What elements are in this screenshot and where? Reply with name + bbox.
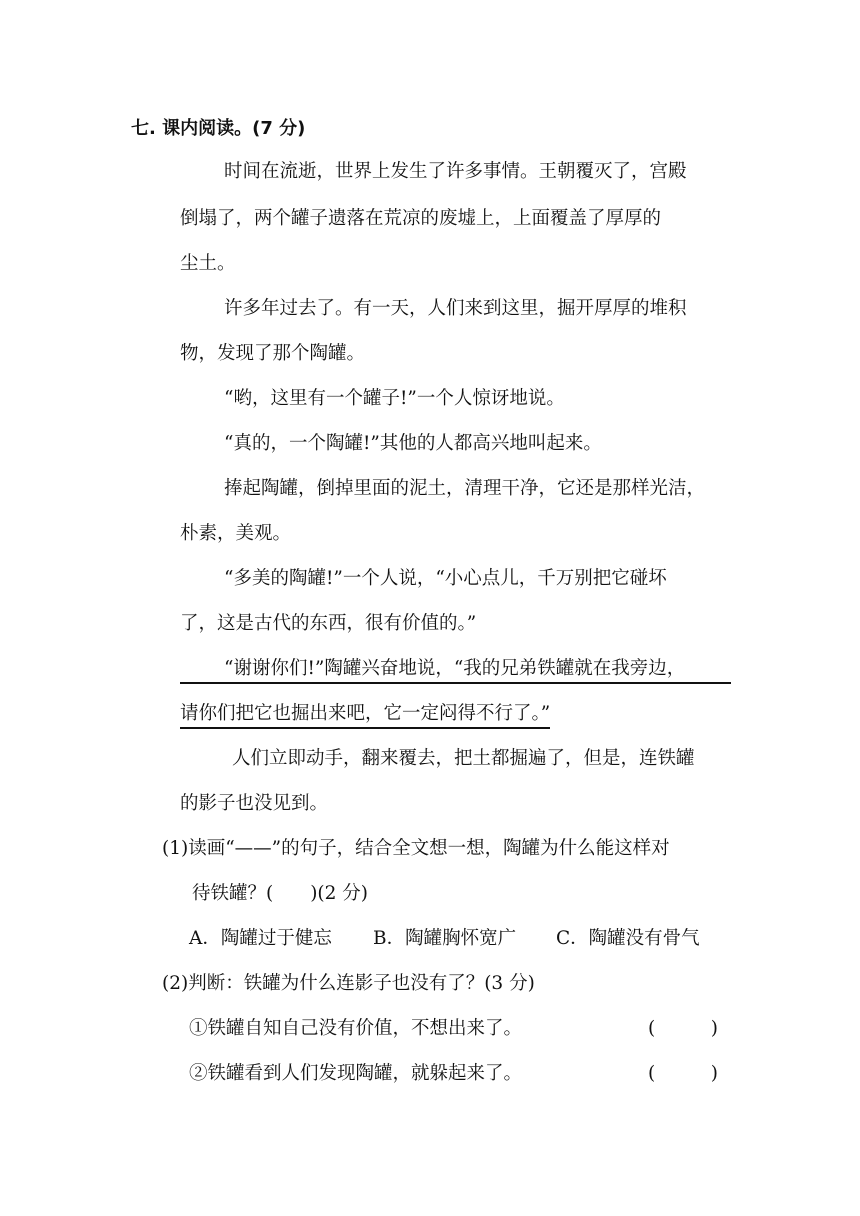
passage-line: 的影子也没见到。 — [180, 793, 329, 814]
passage-line: “多美的陶罐!”一个人说，“小心点儿，千万别把它碰坏 — [224, 568, 667, 589]
question-2-text: (2)判断：铁罐为什么连影子也没有了？(3 分) — [162, 973, 535, 994]
option-a: A．陶罐过于健忘 — [189, 928, 332, 949]
judgement-item-2: ②铁罐看到人们发现陶罐，就躲起来了。 — [189, 1063, 523, 1084]
passage-line: 时间在流逝，世界上发生了许多事情。王朝覆灭了，宫殿 — [224, 161, 687, 182]
underlined-sentence-line: “谢谢你们!”陶罐兴奋地说，“我的兄弟铁罐就在我旁边， — [180, 657, 731, 684]
passage-line: 人们立即动手，翻来覆去，把土都掘遍了，但是，连铁罐 — [232, 748, 695, 769]
judgement-answer-bracket-2: ( ) — [648, 1063, 718, 1084]
option-b: B．陶罐胸怀宽广 — [373, 928, 517, 949]
passage-line: 朴素，美观。 — [180, 523, 292, 544]
passage-line: 许多年过去了。有一天，人们来到这里，掘开厚厚的堆积 — [224, 298, 687, 319]
passage-line: 物，发现了那个陶罐。 — [180, 343, 366, 364]
underlined-sentence-line: 请你们把它也掘出来吧，它一定闷得不行了。” — [180, 702, 550, 729]
passage-line: 了，这是古代的东西，很有价值的。” — [180, 613, 477, 634]
judgement-answer-bracket-1: ( ) — [648, 1018, 718, 1039]
judgement-item-1: ①铁罐自知自己没有价值，不想出来了。 — [189, 1018, 523, 1039]
passage-line: “哟，这里有一个罐子!”一个人惊讶地说。 — [224, 388, 565, 409]
passage-line: “真的，一个陶罐!”其他的人都高兴地叫起来。 — [224, 433, 602, 454]
question-1-text: (1)读画“——”的句子，结合全文想一想，陶罐为什么能这样对 — [162, 838, 670, 859]
option-c: C．陶罐没有骨气 — [556, 928, 700, 949]
passage-line: 尘土。 — [180, 253, 236, 274]
question-1-text-continued: 待铁罐？( )(2 分) — [192, 883, 369, 904]
section-title: 七. 课内阅读。(7 分) — [131, 118, 306, 139]
passage-line: 倒塌了，两个罐子遗落在荒凉的废墟上，上面覆盖了厚厚的 — [180, 208, 662, 229]
passage-line: 捧起陶罐，倒掉里面的泥土，清理干净，它还是那样光洁， — [224, 478, 706, 499]
